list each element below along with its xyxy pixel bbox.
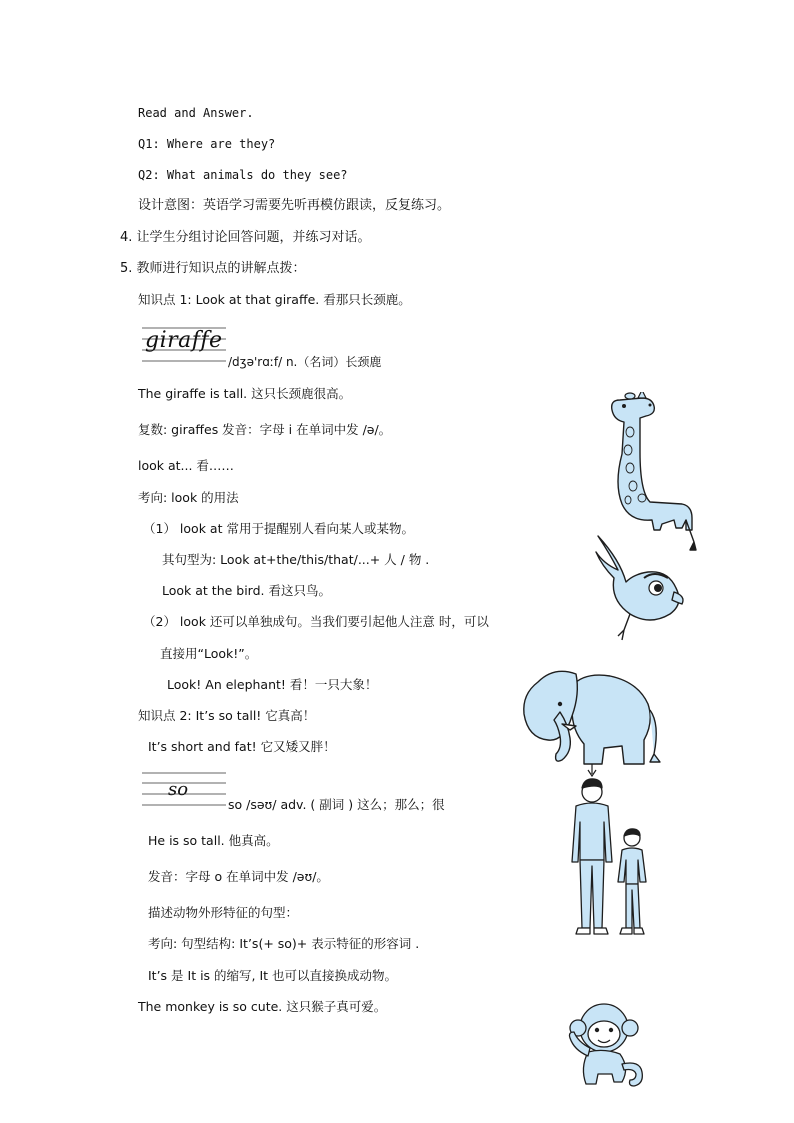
giraffe-handwritten-word: giraffe — [145, 328, 223, 353]
giraffe-writing-lines — [142, 323, 226, 363]
monkey-example: The monkey is so cute. 这只猴子真可爱。 — [138, 999, 387, 1014]
so-pronunciation: 发音：字母 o 在单词中发 /əʊ/。 — [148, 869, 329, 884]
usage-2-continued: 直接用“Look!”。 — [160, 646, 258, 661]
so-handwritten-word: so — [168, 779, 189, 800]
pattern-1: 其句型为: Look at+the/this/that/...+ 人 / 物 . — [162, 552, 430, 567]
tall-man-and-boy-illustration — [560, 762, 660, 940]
look-at-note: look at... 看…… — [138, 458, 234, 473]
monkey-illustration — [564, 998, 650, 1092]
giraffe-definition: /dʒə'rɑːf/ n.（名词）长颈鹿 — [228, 355, 382, 369]
question-2: Q2: What animals do they see? — [138, 168, 348, 182]
giraffe-example: The giraffe is tall. 这只长颈鹿很高。 — [138, 386, 352, 401]
elephant-illustration — [514, 664, 664, 766]
exam-look-usage: 考向: look 的用法 — [138, 490, 239, 505]
step-5: 5. 教师进行知识点的讲解点拨： — [120, 261, 306, 276]
example-elephant: Look! An elephant! 看！一只大象！ — [167, 677, 378, 692]
design-intent: 设计意图：英语学习需要先听再模仿跟读，反复练习。 — [138, 198, 451, 213]
plural-note: 复数: giraffes 发音：字母 i 在单词中发 /ə/。 — [138, 422, 392, 437]
example-bird: Look at the bird. 看这只鸟。 — [162, 583, 331, 598]
describe-pattern: 描述动物外形特征的句型： — [148, 905, 299, 920]
so-writing-lines — [142, 770, 226, 810]
sentence-structure: 考向: 句型结构: It’s(+ so)+ 表示特征的形容词 . — [148, 936, 420, 951]
its-abbreviation: It’s 是 It is 的缩写, It 也可以直接换成动物。 — [148, 968, 398, 983]
step-4: 4. 让学生分组讨论回答问题，并练习对话。 — [120, 230, 371, 245]
so-definition: so /səʊ/ adv. ( 副词 ) 这么；那么；很 — [228, 797, 445, 812]
giraffe-illustration — [600, 392, 700, 552]
he-is-tall: He is so tall. 他真高。 — [148, 833, 279, 848]
read-and-answer: Read and Answer. — [138, 106, 254, 120]
short-and-fat: It’s short and fat! 它又矮又胖！ — [148, 739, 336, 754]
usage-2: （2） look 还可以单独成句。当我们要引起他人注意 时，可以 — [143, 614, 489, 629]
question-1: Q1: Where are they? — [138, 137, 276, 151]
usage-1: （1） look at 常用于提醒别人看向某人或某物。 — [143, 521, 414, 536]
bird-illustration — [590, 530, 686, 642]
knowledge-point-1: 知识点 1: Look at that giraffe. 看那只长颈鹿。 — [138, 292, 411, 307]
knowledge-point-2: 知识点 2: It’s so tall! 它真高！ — [138, 708, 316, 723]
